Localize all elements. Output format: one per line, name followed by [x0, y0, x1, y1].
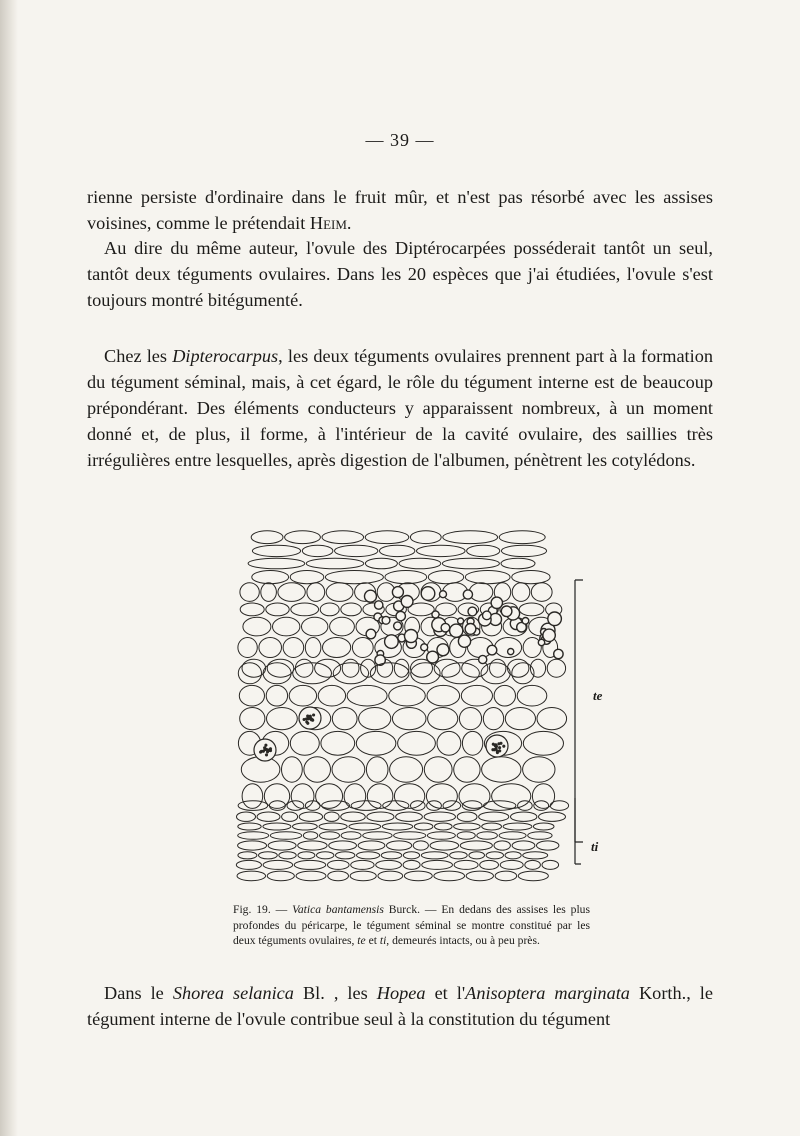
inner-tegument-cell [528, 832, 552, 840]
pericarp-cell [306, 558, 363, 569]
paragraph-2 [87, 235, 713, 313]
inner-tegument-cell [469, 852, 485, 859]
vessel-cell [394, 622, 402, 630]
crystal-grain [269, 747, 272, 750]
paragraph-2-text: Au dire du même auteur, l'ovule des Diptérocarpées posséderait tantôt un seul, tantôt deux téguments ovulaires. Dans les 20 espèces que j'ai étudiées, l'ovule s'est toujours montré bitégumenté. [87, 238, 713, 310]
inner-tegument-cell [466, 871, 493, 881]
inner-tegument-cell [479, 812, 509, 821]
tegument-cell [469, 583, 493, 602]
inner-tegument-cell [421, 852, 448, 859]
parenchyma-cell [505, 708, 535, 730]
crystal-grain [309, 715, 312, 718]
pericarp-cell [442, 558, 499, 569]
vessel-cell [396, 611, 405, 620]
inner-tegument-cell [319, 823, 347, 830]
vessel-cell [458, 635, 470, 647]
pericarp-cell [322, 531, 364, 544]
inner-tegument-cell [298, 852, 315, 859]
vessel-cell [421, 644, 428, 651]
tegument-cell [243, 617, 271, 636]
inner-tegument-cell [518, 801, 533, 811]
pericarp-cell [512, 571, 550, 584]
inner-tegument-cell [270, 832, 301, 840]
inner-tegument-cell [263, 860, 293, 869]
pericarp-cell [290, 571, 324, 584]
tegument-cell [320, 603, 339, 616]
inner-tegument-cell [450, 852, 468, 859]
parenchyma-cell [492, 784, 531, 809]
inner-tegument-cell [237, 871, 266, 881]
inner-tegument-cell [282, 812, 298, 821]
inner-tegument-cell [537, 841, 559, 850]
inner-tegument-cell [435, 823, 453, 830]
inner-tegument-cell [320, 832, 340, 840]
vessel-cell [375, 601, 383, 609]
inner-tegument-cell [404, 871, 432, 881]
parenchyma-cell [389, 685, 426, 706]
inner-tegument-cell [539, 812, 566, 821]
parenchyma-cell [424, 757, 452, 782]
caption-text-2: , demeurés intacts, ou à peu près. [386, 934, 540, 947]
parenchyma-cell [293, 663, 332, 684]
inner-tegument-cell [237, 812, 256, 821]
tegument-cell [330, 617, 355, 636]
crystal-grain [307, 717, 310, 720]
inner-tegument-cell [293, 823, 318, 830]
vessel-cell [405, 630, 418, 643]
tegument-cell [278, 583, 305, 602]
inner-tegument-cell [434, 871, 465, 881]
tegument-cell [307, 583, 325, 602]
tegument-cell [508, 659, 529, 677]
inner-tegument-cell [341, 812, 366, 821]
crystal-grain [311, 719, 314, 722]
inner-tegument-cell [324, 812, 339, 821]
paragraph-4 [87, 980, 713, 1032]
vessel-cell [382, 616, 390, 624]
vessel-cell [392, 587, 403, 598]
vessel-cell [450, 624, 463, 637]
inner-tegument-cell [512, 841, 535, 850]
tegument-cell [315, 659, 341, 677]
inner-tegument-cell [505, 852, 521, 859]
pericarp-cell [248, 558, 305, 569]
pericarp-cell [467, 545, 500, 556]
pericarp-cell [399, 558, 441, 569]
inner-tegument-cell [357, 852, 380, 859]
tegument-cell [352, 638, 373, 658]
parenchyma-cell [291, 784, 314, 809]
inner-tegument-cell [268, 841, 296, 850]
parenchyma-cell [321, 731, 355, 755]
pericarp-cell [417, 545, 466, 556]
parenchyma-cell [266, 685, 287, 706]
vessel-cell [487, 645, 497, 655]
pericarp-cell [365, 531, 409, 544]
crystal-grain [312, 714, 315, 717]
caption-ti: ti [379, 934, 387, 947]
inner-tegument-cell [238, 832, 269, 840]
inner-tegument-cell [525, 860, 541, 869]
parenchyma-cell [398, 731, 436, 755]
pericarp-cell [385, 571, 427, 584]
parenchyma-cell [483, 708, 503, 730]
pericarp-cell [499, 531, 545, 544]
paragraph-3-text-after: , les deux téguments ovulaires prennent part à la formation du tégument séminal, mais, à cet égard, le rôle du tégument interne est de beaucoup prépondérant. Des éléments conducteurs y apparaissent nombreux, à un moment donné et, de plus, il forme, à l'intérieur de la cavité ovulaire, des saillies très irrégulières entre lesquelles, après digestion de l'albumen, pénètrent les cotylédons. [87, 346, 713, 470]
pericarp-cell [443, 531, 498, 544]
parenchyma-cell [392, 708, 426, 730]
parenchyma-cell [282, 757, 303, 782]
parenchyma-cell [459, 708, 481, 730]
vessel-cell [543, 629, 555, 641]
parenchyma-cell [523, 731, 563, 755]
paragraph-4-seg-4: Korth., le tégument interne de l'ovule contribue seul à la constitution du tégument [87, 983, 713, 1029]
pericarp-cell [252, 545, 300, 556]
parenchyma-cell [390, 757, 423, 782]
tegument-cell [273, 617, 300, 636]
caption-et: et [365, 934, 380, 947]
crystal-grain [265, 744, 268, 747]
crystal-grain [498, 746, 501, 749]
pericarp-cell [335, 545, 378, 556]
parenchyma-cell [242, 784, 263, 809]
inner-tegument-cell [294, 860, 326, 869]
inner-tegument-cell [259, 852, 278, 859]
tegument-cell [259, 638, 282, 658]
brace-te [575, 580, 583, 842]
parenchyma-cell [264, 784, 289, 809]
inner-tegument-cell [317, 852, 334, 859]
inner-tegument-cell [387, 841, 412, 850]
parenchyma-cell [263, 663, 291, 684]
parenchyma-cell [370, 663, 409, 684]
tegument-cell [305, 638, 321, 658]
vessel-cell [508, 649, 514, 655]
paragraph-1 [87, 184, 713, 236]
parenchyma-cell [494, 685, 515, 706]
parenchyma-cell [332, 757, 365, 782]
inner-tegument-cell [279, 852, 296, 859]
inner-tegument-cell [427, 832, 455, 840]
paragraph-3 [87, 343, 713, 473]
tegument-cell [261, 583, 277, 602]
crystal-grain [498, 742, 501, 745]
inner-tegument-cell [341, 832, 361, 840]
tegument-cell [242, 659, 266, 677]
pericarp-cell [501, 558, 535, 569]
pericarp-cell [380, 545, 415, 556]
pericarp-cell [285, 531, 321, 544]
tegument-cell [512, 583, 530, 602]
inner-tegument-cell [351, 860, 374, 869]
inner-tegument-cell [367, 812, 394, 821]
paragraph-4-seg-1: Dans le [104, 983, 173, 1003]
caption-dash: — [270, 903, 293, 916]
author-name: Heim [309, 213, 347, 233]
inner-tegument-cell [477, 832, 498, 840]
parenchyma-cell [267, 708, 298, 730]
tegument-cell [266, 603, 289, 616]
inner-tegument-cell [460, 841, 492, 850]
inner-tegument-cell [296, 871, 326, 881]
crystal-grain [496, 750, 499, 753]
inner-tegument-cell [299, 812, 322, 821]
parenchyma-cell [239, 685, 264, 706]
vessel-cell [366, 629, 376, 639]
crystal-grain [259, 751, 262, 754]
pericarp-cell [465, 571, 510, 584]
pericarp-cell [251, 531, 283, 544]
inner-tegument-cell [351, 801, 381, 811]
vessel-cell [385, 635, 399, 649]
tegument-cell [531, 583, 552, 602]
inner-tegument-cell [495, 871, 517, 881]
inner-tegument-cell [238, 841, 267, 850]
inner-tegument-cell [263, 823, 291, 830]
label-ti: ti [591, 839, 599, 854]
parenchyma-cell [359, 708, 391, 730]
parenchyma-cell [238, 663, 261, 684]
paragraph-4-seg-2: Bl. , les [293, 983, 377, 1003]
tegument-cell [283, 638, 304, 658]
inner-tegument-cell [329, 841, 357, 850]
paragraph-3-text-before: Chez les [104, 346, 173, 366]
tegument-cell [240, 603, 264, 616]
inner-tegument-cell [378, 871, 403, 881]
parenchyma-cell [437, 731, 461, 755]
inner-tegument-cell [269, 801, 285, 811]
vessel-cell [501, 606, 512, 617]
parenchyma-cell [537, 708, 567, 730]
caption-te: te [357, 934, 366, 947]
parenchyma-cell [290, 731, 319, 755]
inner-tegument-cell [349, 823, 381, 830]
pericarp-cell [325, 571, 383, 584]
inner-tegument-cell [550, 801, 568, 811]
pericarp-cell [252, 571, 289, 584]
vessel-cell [554, 649, 563, 658]
parenchyma-cell [318, 685, 345, 706]
caption-figure-number: Fig. 19. [233, 903, 271, 916]
inner-tegument-cell [396, 812, 423, 821]
parenchyma-cell [512, 663, 534, 684]
inner-tegument-cell [454, 823, 481, 830]
parenchyma-cell [366, 757, 388, 782]
tegument-cell [326, 583, 353, 602]
vessel-cell [479, 655, 487, 663]
inner-tegument-cell [350, 871, 376, 881]
parenchyma-cell [394, 784, 424, 809]
inner-tegument-cell [394, 832, 426, 840]
inner-tegument-cell [298, 841, 327, 850]
vessel-cell [522, 618, 529, 625]
cell-section-drawing [225, 522, 615, 898]
parenchyma-cell [461, 685, 492, 706]
crystal-grain [502, 745, 505, 748]
inner-tegument-cell [413, 841, 428, 850]
vessel-cell [463, 590, 472, 599]
vessel-cell [440, 591, 447, 598]
parenchyma-cell [532, 784, 554, 809]
caption-text-1: — En dedans des assises les plus profondes du péricarpe, le tégument séminal se montre constitué par les deux téguments ovulaires, [233, 903, 590, 947]
crystal-grain [494, 743, 497, 746]
crystal-grain [306, 715, 309, 718]
inner-tegument-cell [267, 871, 294, 881]
inner-tegument-cell [376, 860, 402, 869]
parenchyma-cell [517, 685, 547, 706]
vessel-cell [458, 618, 464, 624]
tegument-cell [547, 659, 565, 677]
species-shorea-selanica: Shorea selanica [172, 983, 294, 1003]
figure-caption [210, 902, 590, 949]
inner-tegument-cell [236, 860, 261, 869]
crystal-grain [493, 748, 496, 751]
inner-tegument-cell [518, 871, 548, 881]
pericarp-cell [410, 531, 441, 544]
vessel-cell [441, 623, 450, 632]
parenchyma-cell [332, 708, 357, 730]
parenchyma-cell [442, 663, 480, 684]
tegument-cell [495, 638, 522, 658]
vessel-cell [427, 651, 439, 663]
tegument-cell [291, 603, 319, 616]
pericarp-cell [365, 558, 397, 569]
inner-tegument-cell [454, 860, 478, 869]
pericarp-cell [428, 571, 463, 584]
vessel-cell [421, 587, 435, 601]
inner-tegument-cell [424, 812, 455, 821]
vessel-cell [538, 639, 544, 645]
inner-tegument-cell [503, 823, 532, 830]
inner-tegument-cell [500, 860, 523, 869]
tegument-cell [490, 659, 506, 677]
inner-tegument-cell [403, 860, 420, 869]
parenchyma-cell [356, 731, 396, 755]
inner-tegument-cell [382, 823, 412, 830]
inner-tegument-cell [328, 871, 349, 881]
inner-tegument-cell [238, 823, 261, 830]
parenchyma-cell [462, 731, 482, 755]
parenchyma-cell [523, 757, 555, 782]
crystal-grain [265, 754, 268, 757]
inner-tegument-cell [257, 812, 280, 821]
genus-hopea: Hopea [376, 983, 426, 1003]
tegument-cell [295, 659, 313, 677]
tegument-cell [302, 617, 328, 636]
pericarp-cell [501, 545, 546, 556]
parenchyma-cell [426, 784, 457, 809]
vessel-cell [401, 596, 413, 608]
tegument-cell [342, 659, 359, 677]
page-number: — 39 — [365, 130, 435, 150]
inner-tegument-cell [358, 841, 385, 850]
label-te: te [593, 688, 603, 703]
vessel-cell [437, 644, 449, 656]
inner-tegument-cell [430, 841, 459, 850]
tegument-cell [240, 583, 259, 602]
caption-species: Vatica bantamensis [292, 903, 384, 916]
caption-author: Burck. [383, 903, 421, 916]
vessel-cell [365, 590, 377, 602]
parenchyma-cell [427, 685, 460, 706]
species-anisoptera-marginata: Anisoptera marginata [465, 983, 630, 1003]
parenchyma-cell [482, 757, 521, 782]
figure-illustration [225, 522, 615, 898]
genus-name-dipterocarpus: Dipterocarpus [172, 346, 279, 366]
vessel-cell [432, 611, 439, 618]
inner-tegument-cell [363, 832, 392, 840]
inner-tegument-cell [238, 852, 257, 859]
inner-tegument-cell [480, 860, 499, 869]
crystal-grain [303, 718, 306, 721]
parenchyma-cell [240, 708, 265, 730]
book-gutter-shadow [0, 0, 18, 1136]
inner-tegument-cell [457, 812, 477, 821]
inner-tegument-cell [328, 860, 350, 869]
pericarp-cell [302, 545, 333, 556]
parenchyma-cell [459, 784, 490, 809]
parenchyma-cell [347, 685, 387, 706]
inner-tegument-cell [523, 852, 548, 859]
tegument-cell [238, 638, 257, 658]
parenchyma-cell [344, 784, 366, 809]
inner-tegument-cell [403, 852, 419, 859]
inner-tegument-cell [486, 852, 503, 859]
parenchyma-cell [367, 784, 393, 809]
paragraph-1-text-after: . [346, 213, 352, 233]
inner-tegument-cell [336, 852, 355, 859]
vessel-cell [548, 612, 562, 626]
tegument-cell [341, 603, 362, 616]
inner-tegument-cell [499, 832, 526, 840]
crystal-grain [265, 748, 268, 751]
parenchyma-cell [304, 757, 331, 782]
inner-tegument-cell [511, 812, 537, 821]
inner-tegument-cell [494, 841, 510, 850]
inner-tegument-cell [411, 801, 426, 811]
vessel-cell [483, 611, 492, 620]
inner-tegument-cell [427, 801, 442, 811]
inner-tegument-cell [322, 801, 350, 811]
brace-ti [575, 798, 581, 864]
parenchyma-cell [289, 685, 316, 706]
parenchyma-cell [428, 708, 458, 730]
crystal-grain [305, 721, 308, 724]
inner-tegument-cell [381, 852, 402, 859]
vessel-cell [465, 624, 476, 635]
inner-tegument-cell [482, 823, 502, 830]
inner-tegument-cell [542, 860, 559, 869]
inner-tegument-cell [457, 832, 475, 840]
inner-tegument-cell [533, 823, 554, 830]
vessel-cell [468, 607, 477, 616]
vessel-cell [491, 597, 502, 608]
inner-tegument-cell [414, 823, 433, 830]
inner-tegument-cell [238, 801, 268, 811]
tegument-cell [323, 638, 351, 658]
inner-tegument-cell [422, 860, 453, 869]
parenchyma-cell [454, 757, 480, 782]
inner-tegument-cell [303, 832, 317, 840]
tegument-cell [519, 603, 544, 616]
paragraph-4-seg-3: et l' [425, 983, 466, 1003]
paragraph-1-text-before: rienne persiste d'ordinaire dans le fruit mûr, et n'est pas résorbé avec les assises voisines, comme le prétendait [87, 187, 713, 233]
